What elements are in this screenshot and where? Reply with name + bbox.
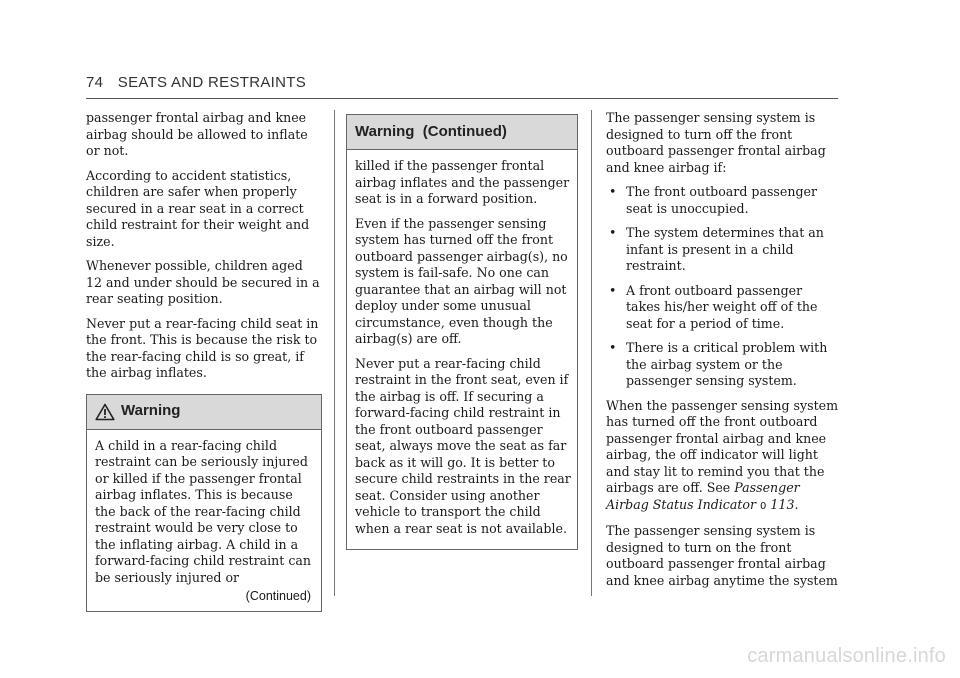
column-2 (346, 114, 578, 550)
warning-continued-title: Warning (Continued) (355, 122, 507, 140)
warning-text: A child in a rear-facing child restraint can be seriously injured or killed if the passenger frontal airbag inflates. This is because the back of the rear-facing child restraint would be very close to the inflating airbag. A child in a forward-facing child restraint can be seriously injured or (95, 437, 312, 585)
warning-box (86, 394, 322, 612)
continued-label: (Continued) (245, 589, 311, 603)
list-item: • The system determines that an infant is present in a child restraint. (606, 225, 840, 275)
warning-continued-body (347, 150, 577, 549)
warning-triangle-icon (95, 403, 115, 421)
paragraph-end: . (794, 496, 799, 512)
list-item: • A front outboard passenger takes his/her weight off of the seat for a period of time. (606, 283, 840, 333)
paragraph (606, 398, 840, 516)
warning-paragraph: Even if the passenger sensing system has turned off the front outboard passenger airbag(s), no system is fail-safe. No one can guarantee that an airbag will not deploy under some unusual circumstance, even though the airbag(s) are off. (355, 215, 568, 346)
warning-header (87, 395, 321, 430)
page-number: 74 (86, 74, 104, 91)
paragraph: The passenger sensing system is designed to turn off the front outboard passenger frontal airbag and knee airbag if: (606, 110, 826, 175)
page-header (86, 74, 306, 91)
warning-paragraph: killed if the passenger frontal airbag inflates and the passenger seat is in a forward position. (355, 158, 570, 206)
column-divider-1 (334, 110, 335, 596)
list-item: • There is a critical problem with the airbag system or the passenger sensing system. (606, 340, 840, 390)
paragraph: According to accident statistics, children are safer when properly secured in a rear seat in a correct child restraint for their weight and size. (86, 167, 310, 249)
watermark: carmanualsonline.info (747, 645, 946, 667)
warning-paragraph: Never put a rear-facing child restraint in the front seat, even if the airbag is off. If securing a forward-facing child restraint in the front outboard passenger seat, always move the seat as far back as it will go. It is better to secure child restraints in the rear seat. Consider using another vehicle to transport the child when a rear seat is not available. (355, 355, 571, 536)
list-item: • The front outboard passenger seat is unoccupied. (606, 184, 840, 217)
warning-body (87, 430, 321, 611)
paragraph: The passenger sensing system is designed to turn on the front outboard passenger frontal airbag and knee airbag anytime the system (606, 523, 838, 588)
column-1 (86, 110, 322, 612)
paragraph: passenger frontal airbag and knee airbag should be allowed to inflate or not. (86, 110, 308, 158)
column-divider-2 (591, 110, 592, 596)
section-title: SEATS AND RESTRAINTS (117, 74, 307, 91)
paragraph: Never put a rear-facing child seat in the front. This is because the risk to the rear-facing child is so great, if the airbag inflates. (86, 315, 319, 380)
header-rule (86, 98, 838, 99)
page-arrow-icon: 0 (760, 500, 767, 512)
column-3 (606, 110, 840, 597)
paragraph: Whenever possible, children aged 12 and under should be secured in a rear seating position. (86, 258, 320, 306)
warning-continued-box (346, 114, 578, 550)
warning-continued-header (347, 115, 577, 150)
warning-title: Warning (121, 402, 181, 420)
paragraph-text: When the passenger sensing system has turned off the front outboard passenger frontal airbag and knee airbag, the off indicator will light and stay lit to remind you that the airbags are off. See (606, 397, 839, 495)
cross-reference-link[interactable]: Passenger Airbag Status Indicator (606, 480, 800, 512)
cross-reference-page[interactable]: 113 (770, 496, 795, 512)
bullet-list (606, 184, 840, 390)
